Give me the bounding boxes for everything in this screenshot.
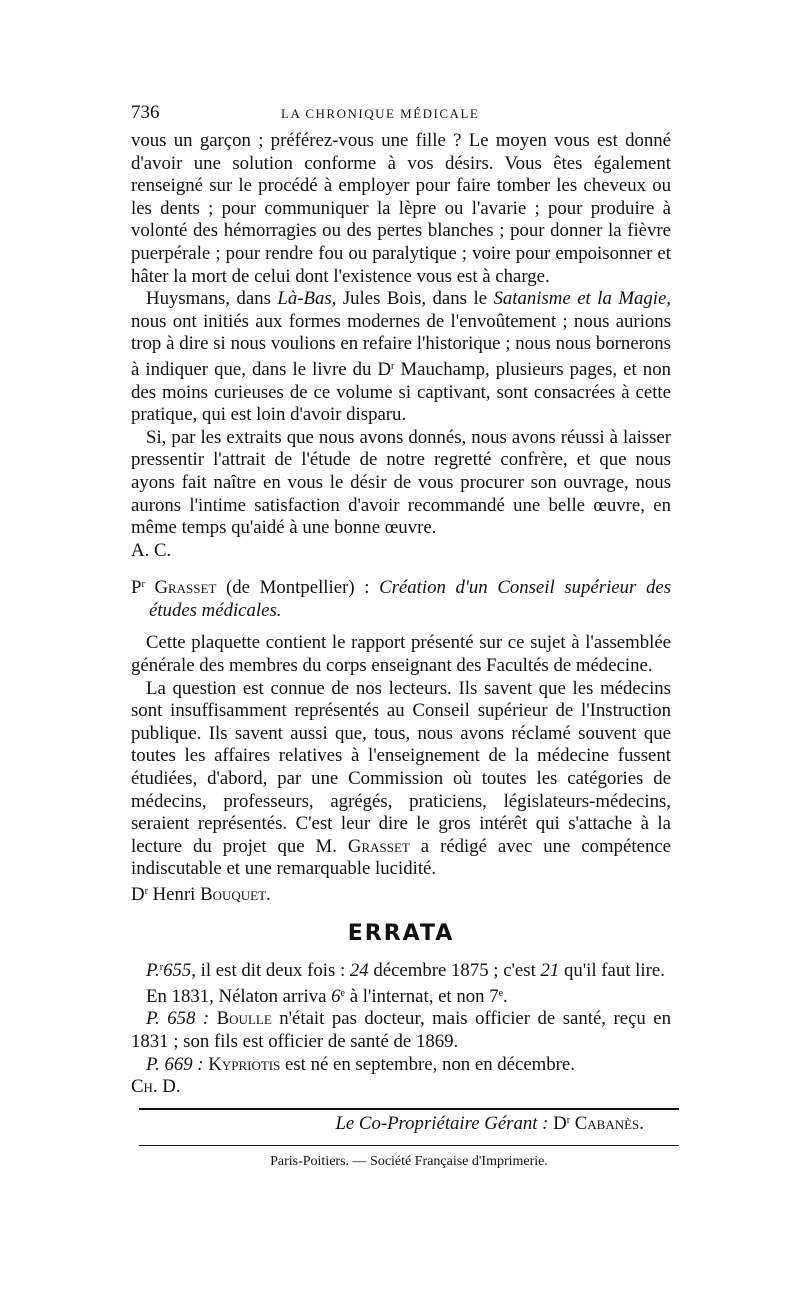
article-body [131, 130, 671, 1099]
divider [139, 1108, 679, 1110]
page-number: 736 [131, 102, 160, 123]
running-header [131, 102, 671, 130]
imprint: Paris-Poitiers. — Société Française d'Imprimerie. [270, 1154, 548, 1169]
divider [139, 1145, 679, 1146]
paragraph: Si, par les extraits que nous avons donnés, nous avons réussi à laisser pressentir l'attrait de l'étude de notre regretté confrère, et que nous ayons fait naître en vous le désir de vous procurer son ouvrage, nous aurons l'intime satisfaction d'avoir recommandé une belle œuvre, en même temps qu'aidé à une bonne œuvre. [131, 426, 671, 539]
review-heading: $P^r$ Grasset (de Montpellier) : Création d'un Conseil supérieur des études médicales. [131, 577, 671, 621]
signature: $D^r$ Henri Bouquet. [131, 884, 271, 905]
errata-entry: P. 669 : Kypriotis est né en septembre, non en décembre. [146, 1053, 575, 1075]
errata-entry: P.$^r$655, il est dit deux fois : 24 décembre 1875 ; c'est 21 qu'il faut lire. [146, 960, 665, 982]
errata-entry: P. 658 : Boulle n'était pas docteur, mais officier de santé, reçu en 1831 ; son fils est officier de santé de 1869. [131, 1008, 672, 1052]
paragraph: Huysmans, dans Là-Bas, Jules Bois, dans le Satanisme et la Magie, nous ont initiés aux formes modernes de l'envoûtement ; nous aurions trop à dire si nous voulions en refaire l'historique ; nous nous bornerons à indiquer que, dans le livre du $D^r$ Mauchamp, plusieurs pages, et non des moins curieuses de ce volume si captivant, sont consacrées à cette pratique, qui est loin d'avoir disparu. [131, 288, 672, 426]
errata-heading: ERRATA [347, 920, 455, 946]
paragraph: La question est connue de nos lecteurs. Ils savent que les médecins sont insuffisamment représentés au Conseil supérieur de l'Instruction publique. Ils savent aussi que, tous, nous avons réclamé souvent que toutes les affaires relatives à l'enseignement de la médecine fussent étudiées, d'abord, par une Commission où toutes les catégories de médecins, professeurs, agrégés, praticiens, législateurs-médecins, seraient représentés. C'est leur dire le gros intérêt qui s'attache à la lecture du projet que M. Grasset a rédigé avec une compétence indiscutable et une remarquable lucidité. [131, 677, 672, 880]
page [131, 102, 671, 1099]
gerant-line: Le Co-Propriétaire Gérant : $D^r$ Cabanès. [335, 1113, 644, 1134]
paragraph: Cette plaquette contient le rapport présenté sur ce sujet à l'assemblée générale des membres du corps enseignant des Facultés de médecine. [131, 632, 671, 677]
paragraph: vous un garçon ; préférez-vous une fille ? Le moyen vous est donné d'avoir une solution conforme à vos désirs. Vous êtes également renseigné sur le procédé à employer pour faire tomber les cheveux ou les dents ; pour communiquer la lèpre ou l'avarie ; pour produire à volonté des hémorragies ou des pertes blanches ; pour donner la fièvre puerpérale ; pour rendre fou ou paralytique ; voire pour empoisonner et hâter la mort de celui dont l'existence vous est à charge. [131, 130, 671, 287]
signature: A. C. [131, 539, 172, 561]
signature: Ch. D. [131, 1076, 181, 1098]
review-title: Création d'un Conseil supérieur des études médicales. [149, 577, 671, 621]
running-title: LA CHRONIQUE MÉDICALE [281, 106, 480, 121]
errata-entry: En 1831, Nélaton arriva 6e à l'internat, et non 7e. [146, 985, 508, 1007]
